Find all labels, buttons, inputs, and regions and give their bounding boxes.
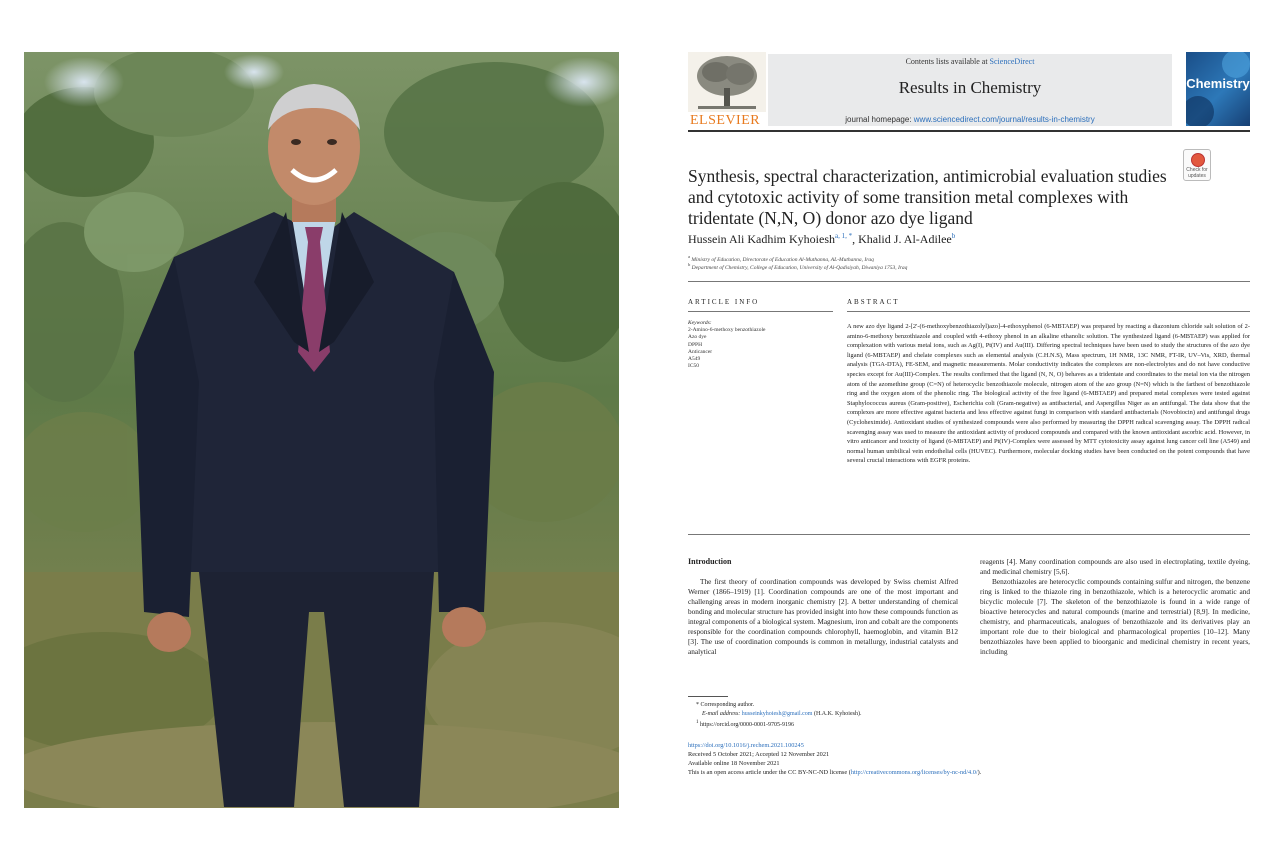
affiliation-a: $^a$ Ministry of Education, Directorate of Education Al-Muthanna, AL-Muthanna, Iraq (688, 254, 874, 263)
author-1-markers[interactable]: a, 1, * (835, 232, 853, 240)
footnote-rule (688, 696, 728, 697)
available-online: Available online 18 November 2021 (688, 760, 780, 767)
footnote-corresponding: * Corresponding author. (696, 702, 755, 708)
article-info-rule (688, 311, 833, 312)
check-updates-icon (1191, 153, 1205, 167)
license-link[interactable]: http://creativecommons.org/licenses/by-nc-nd/4.0/ (850, 769, 978, 776)
sciencedirect-link[interactable]: ScienceDirect (989, 57, 1035, 66)
abstract-heading: ABSTRACT (847, 298, 900, 306)
keyword: DPPH (688, 341, 703, 348)
intro-column-left (688, 577, 958, 657)
elsevier-wordmark: ELSEVIER (690, 113, 761, 128)
affiliation-b: $^b$ Department of Chemistry, College of Education, University of Al-Qadisiyah, Diwaniya 1753, Iraq (688, 262, 908, 271)
keywords-label: Keywords: (688, 320, 712, 326)
footnote-orcid: $^1$ https://orcid.org/0000-0001-9705-9196 (696, 720, 795, 728)
article-info-heading: ARTICLE INFO (688, 298, 760, 306)
portrait-illustration (24, 52, 619, 808)
journal-title: Results in Chemistry (898, 78, 1042, 97)
author-list: Hussein Ali Kadhim Kyhoiesh$^{a, 1, *}$, Khalid J. Al-Adilee$^b$ (688, 232, 956, 246)
license-statement: This is an open access article under the CC BY-NC-ND license (http://creativecommons.org/licenses/by-nc-nd/4.0/). (688, 769, 982, 776)
abstract-rule (847, 311, 1250, 312)
paper-page (688, 52, 1250, 812)
author-2: Khalid J. Al-Adilee (858, 232, 952, 246)
keyword-list (688, 327, 765, 371)
paper-title: Synthesis, spectral characterization, antimicrobial evaluation studies and cytotoxic activity of some transition metal complexes with tridentate (N,N, O) donor azo dye ligand (688, 166, 1167, 228)
journal-homepage: journal homepage: www.sciencedirect.com/journal/results-in-chemistry (845, 115, 1095, 124)
affiliation-rule (688, 281, 1250, 282)
keyword: IC50 (688, 363, 699, 370)
check-for-updates-badge[interactable]: Check for updates (1183, 149, 1211, 181)
homepage-link[interactable]: www.sciencedirect.com/journal/results-in-chemistry (913, 115, 1095, 124)
abstract-text: A new azo dye ligand 2-[2′-(6-methoxybenzothiazolyl)azo]-4-ethoxyphenol (6-MBTAEP) was prepared by reacting a diazonium chloride salt solution of 2-amino-6-methoxy benzothiazole and coupled with 4-ethoxy phenol in an alkaline ethanolic solution. The synthesized ligand (6-MBTAEP) was applied for complexation with various metal ions, such as Ag(I), Pt(IV) and Au(III). Differing spectral techniques have been used to study the structures of the azo dye ligand (6-MBTAEP) and chelate complexes such as elemental analysis (C.H.N.S), Mass spectrum, 1H NMR, 13C NMR, FT-IR, UV–Vis, XRD, thermal analysis (TGA-DTA), FE-SEM, and magnetic measurements. Molar conductivity indicates the complexes are non-electrolytes and do not have conductive species except for Au(III)-Complex. The results confirmed that the ligand (N, N, O) behaves as a tridentate and coordinates to the metal ion via the nitrogen atom of the azomethine group (C=N) of heterocyclic benzothiazole molecule, nitrogen atom of the azo group (N=N) which is the farthest of benzothiazole ring and the oxygen atom of the phenolic ring. The biological activity of the free ligand (6-MBTAEP) and prepared metal complexes were tested against Staphylococcus aureus (Gram-positive), Escherichia coli (Gram-negative) as antibacterial, and Aspergillus Niger as an antifungal. The data show that the complexes are more effective against bacteria and less effective against fungi in comparison with standard antibacterials (Novobiocin) and antifungal drugs (Cycloheximide). Antioxidant studies of synthesized compounds were also performed by measuring the DPPH radical scavenging assay. The DPPH radical scavenging assay was used to measure the antioxidant activity of produced compounds and compared with the known antioxidant ascorbic acid. However, in vitro anticancer and toxicity of ligand (6-MBTAEP) and Pt(IV)-Complex were assessed by MTT cytotoxicity assay against lung cancer cell line (A549) and normal human umbilical vein endothelial cells (HUVEC). Furthermore, molecular docking studies have been conducted on the potent compounds that have several crucial interactions with EGFR proteins. (847, 323, 1250, 465)
received-dates: Received 5 October 2021; Accepted 12 November 2021 (688, 751, 830, 758)
introduction-heading: Introduction (688, 557, 732, 566)
author-2-markers[interactable]: b (951, 232, 956, 240)
journal-banner (768, 54, 1172, 126)
intro-paragraph: The first theory of coordination compounds was developed by Swiss chemist Alfred Werner (1866–1919) [1]. Coordination compounds are one of the most important and challenging areas in modern inorganic chemistry [2]. A better understanding of chemical bonding and molecular structure has provided insight into how these compounds function as integral components of a biological system. Magnesium, iron and cobalt are the components responsible for the coordination compounds chlorophyll, haemoglobin, and vitamin B12 [3]. The use of coordination compounds is common in metallurgy, industrial catalysts and analytical (688, 577, 958, 656)
cover-title: Chemistry (1186, 76, 1250, 91)
footnote-email: E-mail address: husseinkyhoiesh@gmail.com (H.A.K. Kyhoiesh). (702, 711, 862, 717)
journal-cover (1186, 52, 1250, 126)
header-rule (688, 130, 1250, 132)
contents-available: Contents lists available at ScienceDirect (905, 57, 1035, 66)
keyword: Anticancer (688, 348, 713, 355)
intro-paragraph: reagents [4]. Many coordination compounds are also used in electroplating, textile dyeing, and medicinal chemistry [5,6]. (980, 557, 1250, 576)
journal-header (688, 52, 1250, 128)
keyword: 2-Amino-6-methoxy benzothiazole (688, 327, 766, 333)
email-link[interactable]: husseinkyhoiesh@gmail.com (741, 711, 813, 717)
author-1: Hussein Ali Kadhim Kyhoiesh (688, 232, 835, 246)
intro-paragraph: Benzothiazoles are heterocyclic compounds containing sulfur and nitrogen, the benzene ring is linked to the thiazole ring in benzothiazole, which is a heterocyclic aromatic and bicyclic molecule [7]. The skeleton of the benzothiazole is found in a wide range of bioactive heterocycles and natural compounds (marine and terrestrial) [8,9]. In medicine, chemistry, and pharmaceuticals, analogues of benzothiazole and its derivatives play an important role due to their biological and pharmacological properties [10–12]. Many benzothiazoles have been applied to bioorganic and medicinal chemistry in recent years, including (980, 576, 1250, 656)
keyword: Azo dye (688, 334, 707, 341)
abstract-bottom-rule (688, 534, 1250, 535)
intro-column-right (980, 557, 1250, 657)
doi-link[interactable]: https://doi.org/10.1016/j.rechem.2021.100245 (688, 742, 804, 749)
author-photo (24, 52, 619, 808)
elsevier-tree-logo (688, 52, 766, 128)
keyword: A549 (688, 356, 701, 363)
